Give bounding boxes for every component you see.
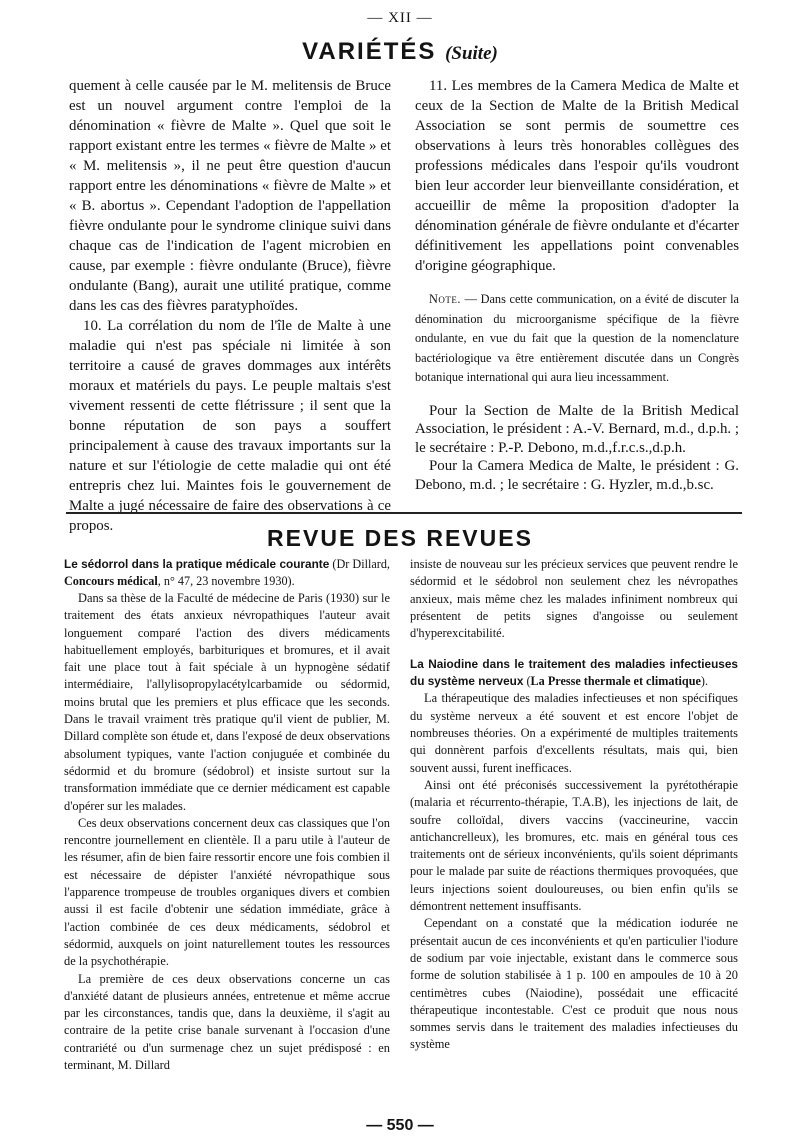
signature-bma: Pour la Section de Malte de la British Medical Association, le président : A.-V. Bernard, m.d., d.p.h. ; le secrétaire : P.-P. Debono, m.d.,f.r.c.s.,d.p.h. — [415, 402, 739, 456]
varietes-right-column — [415, 76, 739, 494]
revue-des-revues-title: REVUE DES REVUES — [267, 525, 533, 551]
signatures-block — [415, 402, 739, 495]
article-1-source: (Dr Dillard, — [329, 557, 390, 571]
article-2-citation: ). — [700, 674, 709, 689]
article-1-paragraph-4: insiste de nouveau sur les précieux services que peuvent rendre le sédormid et le sédobrol non seulement chez les névropathes anxieux, mais même chez les malades infiniment nombreux qui présentent de petits signes d'angoisse ou seulement d'hyperexcitabilité. — [410, 557, 738, 641]
page-number: — 550 — — [366, 1117, 434, 1134]
article-2-journal: La Presse thermale et climatique — [530, 674, 701, 689]
section-title-suffix: (Suite) — [445, 43, 498, 64]
article-2-title: La Naiodine dans le traitement des maladies infectieuses du système nerveux — [410, 657, 738, 689]
revue-left-column — [64, 556, 390, 1074]
article-1-title: Le sédorrol dans la pratique médicale courante — [64, 557, 330, 571]
article-1-heading — [64, 556, 390, 590]
roman-page-number: — XII — — [367, 10, 433, 26]
section-divider — [66, 512, 742, 514]
article-2-heading — [410, 656, 738, 690]
article-2-source: ( — [523, 674, 531, 689]
article-1-citation: , n° 47, 23 novembre 1930). — [157, 574, 295, 588]
section-title — [0, 38, 800, 66]
article-2-paragraph-2: Ainsi ont été préconisés successivement la pyrétothérapie (malaria et récurrento-thérapie, T.A.B), les injections de lait, de soufre colloïdal, divers vaccins (vaccineurine, vaccin antichancrelleux), les bromures, etc. mais en général tous ces traitements ont de sérieux inconvénients, qu'ils soient déprimants pour le malade par suite de réactions thermiques provoquées, que leurs injections soient douloureuses, ou bien enfin qu'ils se démontrent nettement insuffisants. — [410, 777, 738, 914]
article-2-paragraph-1: La thérapeutique des maladies infectieuses et non spécifiques du système nerveux a été souvent et est encore l'objet de nombreuses théories. On a expérimenté de multiples traitements qui donnèrent parfois d'excellents résultats, mais qui, bien souvent aussi, furent inefficaces. — [410, 691, 738, 775]
note-label: Note. — [429, 292, 461, 306]
varietes-right-paragraph-1: 11. Les membres de la Camera Medica de Malte et ceux de la Section de Malte de la British Medical Association se sont permis de soumettre ces observations à leurs très honorables collègues des professions médicales dans l'espoir qu'ils voudront bien leur accorder leur bienveillante considération, et accueillir de même la proposition d'adopter la dénomination générale de fièvre ondulante et d'écarter définitivement les appellations point convenables d'origine géographique. — [415, 78, 739, 274]
article-1-paragraph-2: Ces deux observations concernent deux cas classiques que l'on rencontre journellement en clientèle. Il a paru utile à l'auteur de les résumer, afin de bien faire ressortir encore une fois combien il est nécessaire de dépister l'anxiété névropathique sous l'apparence trompeuse de troubles organiques divers et combien aussi il est facile d'obtenir une sédation immédiate, grâce à l'action combinée de ces deux médicaments, sédobrol et sédormid, auxquels on joint naturellement toutes les ressources de la psychothérapie. — [64, 815, 390, 969]
article-2-paragraph-3: Cependant on a constaté que la médication iodurée ne présentait aucun de ces inconvénients et qu'en particulier l'iodure de sodium par voie injectable, existant dans le commerce sous forme de solution stabilisée à 1 p. 100 en ampoules de 10 à 20 centimètres cubes (Naiodine), possédait une efficacité thérapeutique incontestable. C'est ce produit que nous nous sommes servis dans le traitement des maladies infectieuses du système — [410, 916, 738, 1052]
section-title-text: VARIÉTÉS — [302, 38, 437, 65]
article-1-journal: Concours médical — [64, 574, 158, 588]
varietes-left-paragraph-2: 10. La corrélation du nom de l'île de Malte à une maladie qui n'est pas spéciale ni limitée à son territoire a causé de graves dommages aux intérêts moraux et matériels du pays. Le peuple maltais s'est vivement ressenti de cette flétrissure ; il sent que la bonne réputation de son pays a souffert principalement à cause des travaux importants sur la nature et sur l'étiologie de cette maladie qui ont été entrepris chez lui. Maintes fois le gouvernement de Malte a jugé nécessaire de faire des observations à ce propos. — [69, 318, 391, 534]
article-1-paragraph-3: La première de ces deux observations concerne un cas d'anxiété datant de plusieurs années, entretenue et même accrue par les circonstances, tandis que, dans la deuxième, il s'agit au contraire de la petite crise banale survenant à l'occasion d'une contrariété ou d'un surmenage chez un sujet prédisposé : en terminant, M. Dillard — [64, 971, 390, 1073]
signature-camera-medica: Pour la Camera Medica de Malte, le président : G. Debono, m.d. ; le secrétaire : G. Hyzler, m.d.,b.sc. — [415, 458, 739, 493]
note-text: — Dans cette communication, on a évité de discuter la dénomination du microorganisme spécifique de la fièvre ondulante, en vue du fait que la question de la nomenclature bactériologique va être entièrement discutée dans un Congrès botanique international qui aura lieu incessamment. — [415, 292, 739, 384]
varietes-left-paragraph-1: quement à celle causée par le M. melitensis de Bruce est un nouvel argument contre l'emploi de la dénomination « fièvre de Malte ». Quel que soit le rapport existant entre les termes « fièvre de Malte » et « M. melitensis », il ne peut être question d'aucun rapport entre les dénominations « fièvre de Malte » et « B. abortus ». Cependant l'adoption de l'appellation fièvre ondulante pour le syndrome clinique suivi dans chaque cas de l'indication de l'agent microbien en cause, par exemple : fièvre ondulante (Bruce), fièvre ondulante (Bang), aurait une utilité pratique, comme dans les cas des fièvres paratyphoïdes. — [69, 78, 391, 314]
varietes-left-column — [69, 76, 391, 536]
article-1-paragraph-1: Dans sa thèse de la Faculté de médecine de Paris (1930) sur le traitement des états anxieux névropathiques l'auteur avait longuement comparé l'action des divers médicaments habituellement employés, barbituriques et bromures, et il avait fait une place tout à fait spéciale à un hypnogène sédatif intermédiaire, l'allylisopropylacétylcarbamide ou sédormid, moins brutal que les premiers et plus efficace que les seconds. Dans le travail vraiment très pratique qu'il vient de publier, M. Dillard complète son étude et, dans l'exposé de deux observations absolument typiques, vante l'action conjuguée et combinée du sédormid et du bromure (sédobrol) et insiste surtout sur la transformation immédiate que ce dernier médicament est capable d'opérer sur les malades. — [64, 591, 390, 813]
note-paragraph — [415, 290, 739, 388]
revue-right-column — [410, 556, 738, 1054]
